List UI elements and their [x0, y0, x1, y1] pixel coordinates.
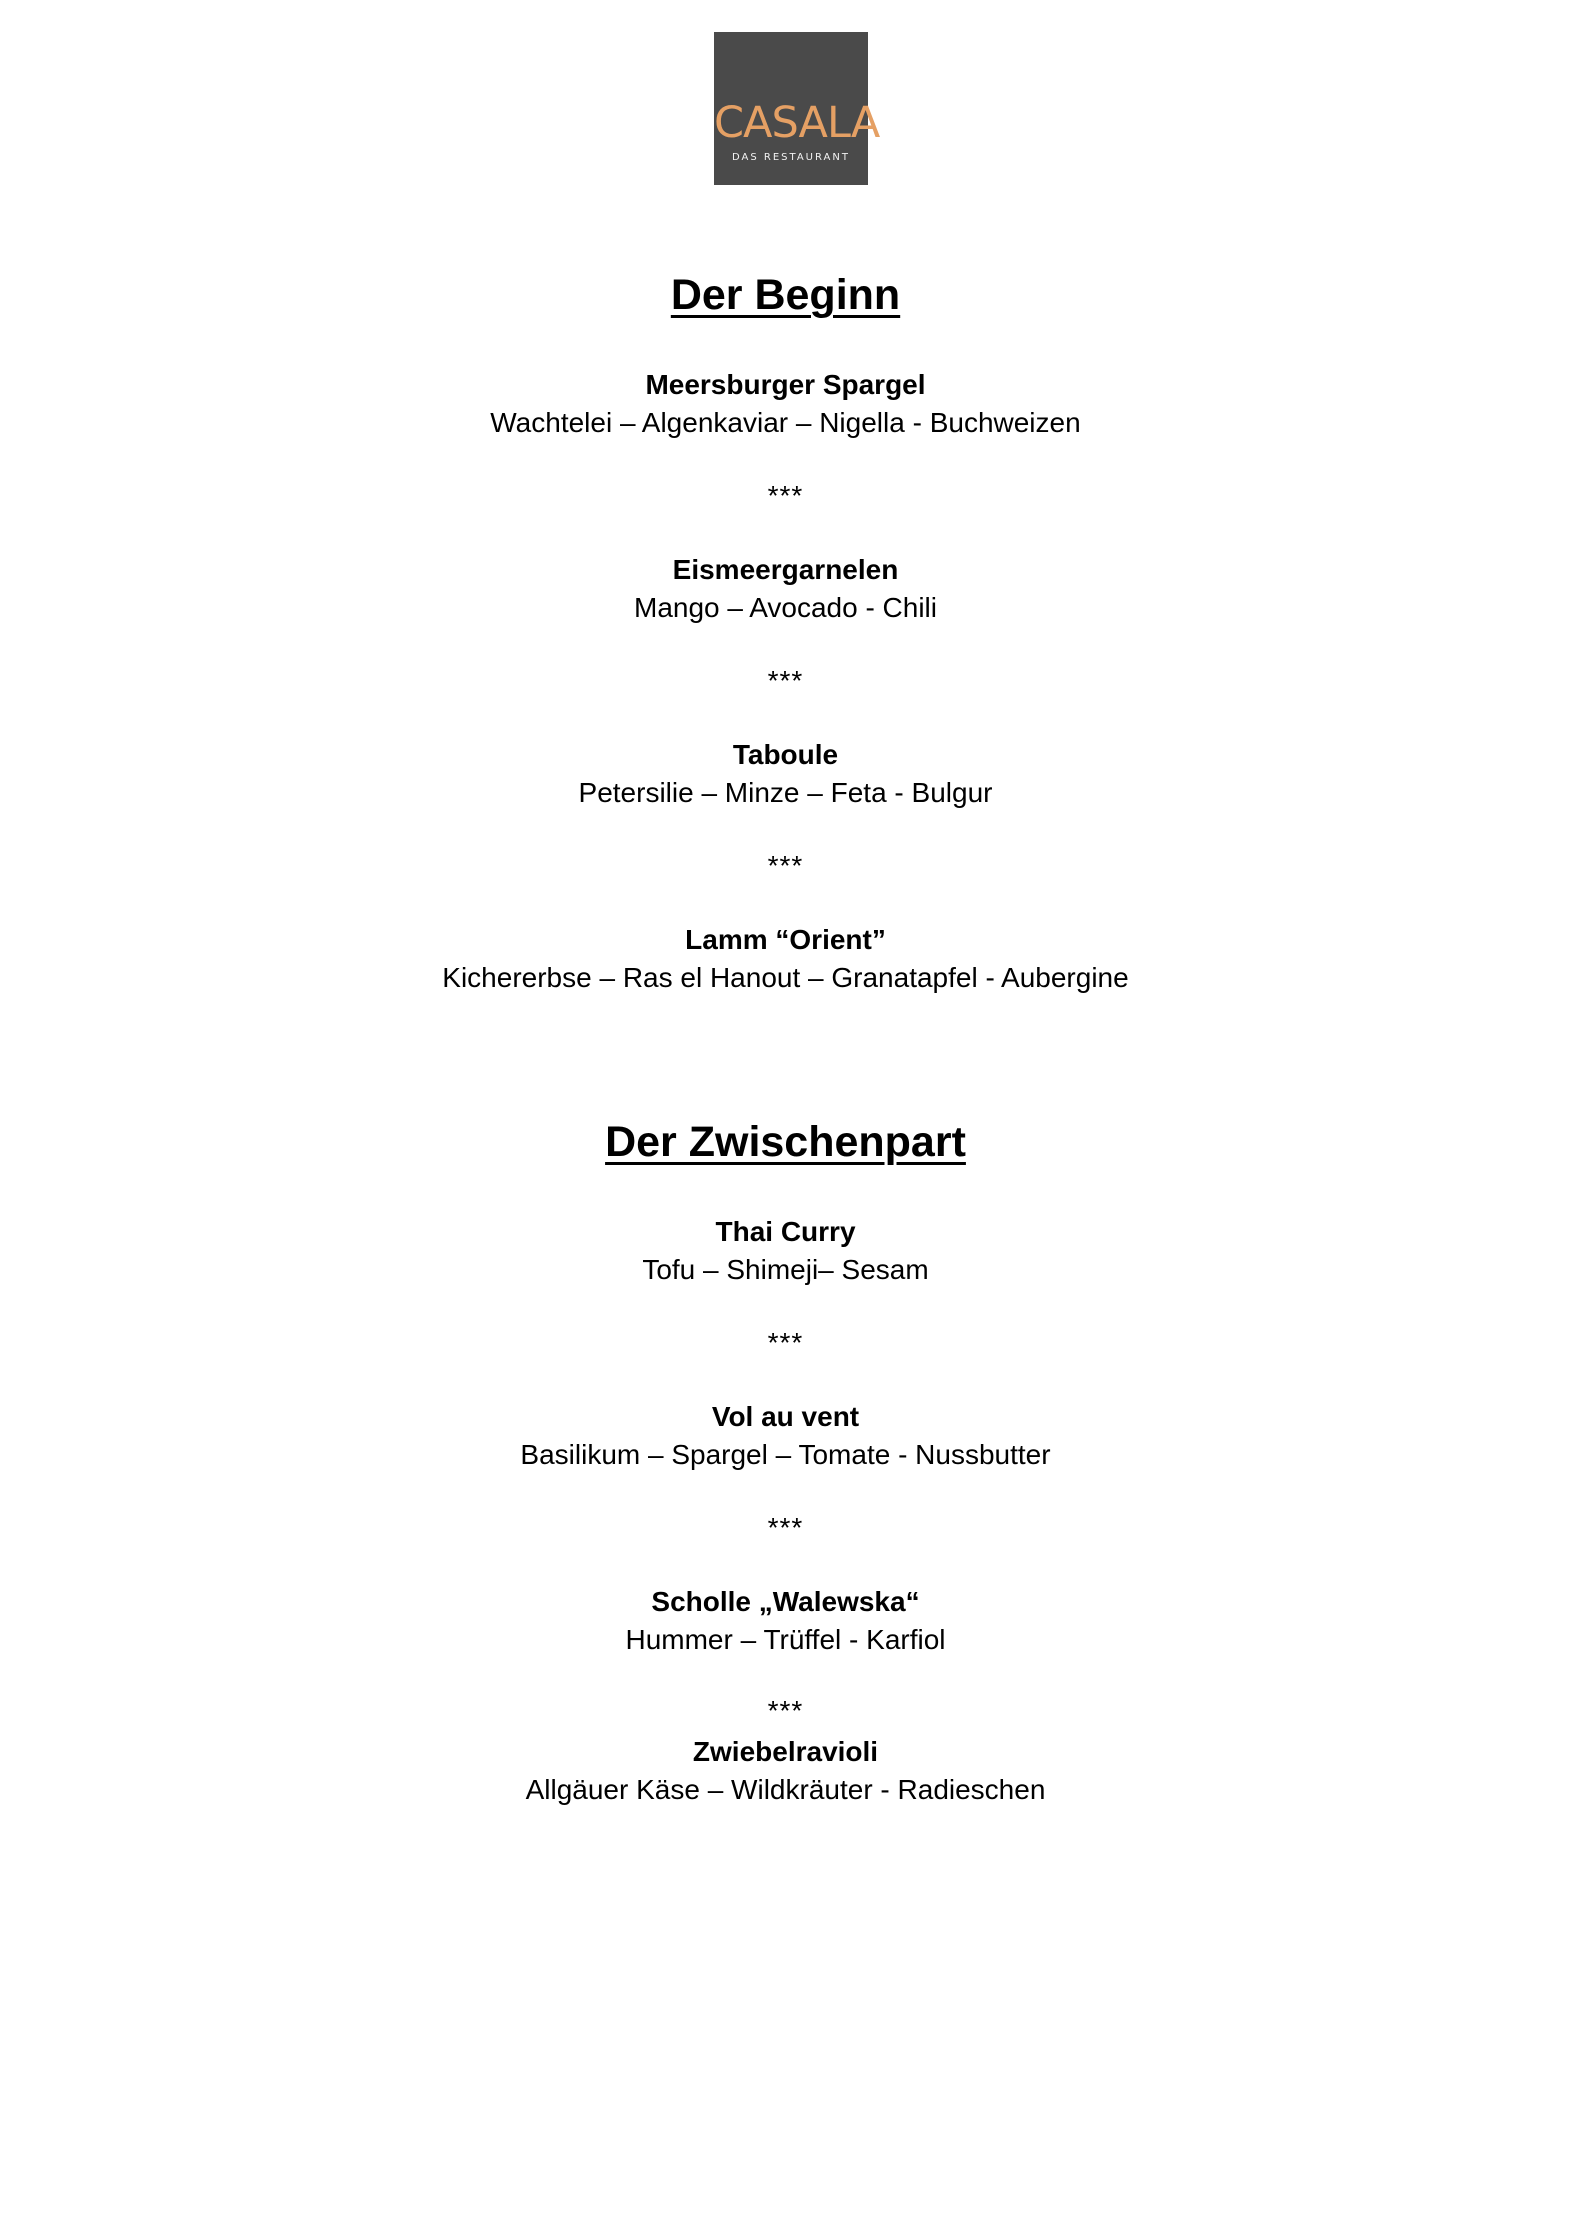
dish-name: Scholle „Walewska“ [651, 1586, 920, 1617]
dish-description: Wachtelei – Algenkaviar – Nigella - Buchweizen [490, 407, 1081, 438]
dish-name: Lamm “Orient” [685, 924, 886, 955]
dish [0, 736, 1571, 812]
dish-separator: *** [767, 1695, 804, 1726]
restaurant-logo [714, 32, 880, 185]
dish-name: Zwiebelravioli [692, 1736, 879, 1767]
menu [0, 266, 1571, 1809]
dish-description: Tofu – Shimeji– Sesam [642, 1254, 929, 1285]
dish [0, 551, 1571, 627]
dish-separator: *** [767, 1512, 804, 1543]
dish-separator: *** [767, 665, 804, 696]
logo-subtitle: DAS RESTAURANT [732, 152, 850, 163]
dish-description: Kichererbse – Ras el Hanout – Granatapfel - Aubergine [442, 962, 1129, 993]
dish [0, 366, 1571, 442]
section-title: Der Beginn [670, 271, 901, 319]
dish-separator: *** [767, 480, 804, 511]
dish [0, 921, 1571, 997]
dish-description: Petersilie – Minze – Feta - Bulgur [578, 777, 993, 808]
dish-name: Thai Curry [715, 1216, 856, 1247]
section-title: Der Zwischenpart [605, 1118, 966, 1166]
dish [0, 1733, 1571, 1809]
dish-name: Meersburger Spargel [645, 369, 926, 400]
dish [0, 1398, 1571, 1474]
dish [0, 1583, 1571, 1659]
dish-description: Allgäuer Käse – Wildkräuter - Radieschen [525, 1774, 1046, 1805]
dish-description: Mango – Avocado - Chili [634, 592, 937, 623]
section-der-beginn [0, 266, 1571, 997]
section-der-zwischenpart [0, 1113, 1571, 1809]
dish-separator: *** [767, 1327, 804, 1358]
dish-description: Basilikum – Spargel – Tomate - Nussbutter [520, 1439, 1051, 1470]
dish-name: Eismeergarnelen [672, 554, 899, 585]
dish-description: Hummer – Trüffel - Karfiol [625, 1624, 946, 1655]
dish-name: Taboule [732, 739, 839, 770]
dish [0, 1213, 1571, 1289]
dish-name: Vol au vent [711, 1401, 860, 1432]
logo-name: CASALA [714, 98, 880, 148]
dish-separator: *** [767, 850, 804, 881]
